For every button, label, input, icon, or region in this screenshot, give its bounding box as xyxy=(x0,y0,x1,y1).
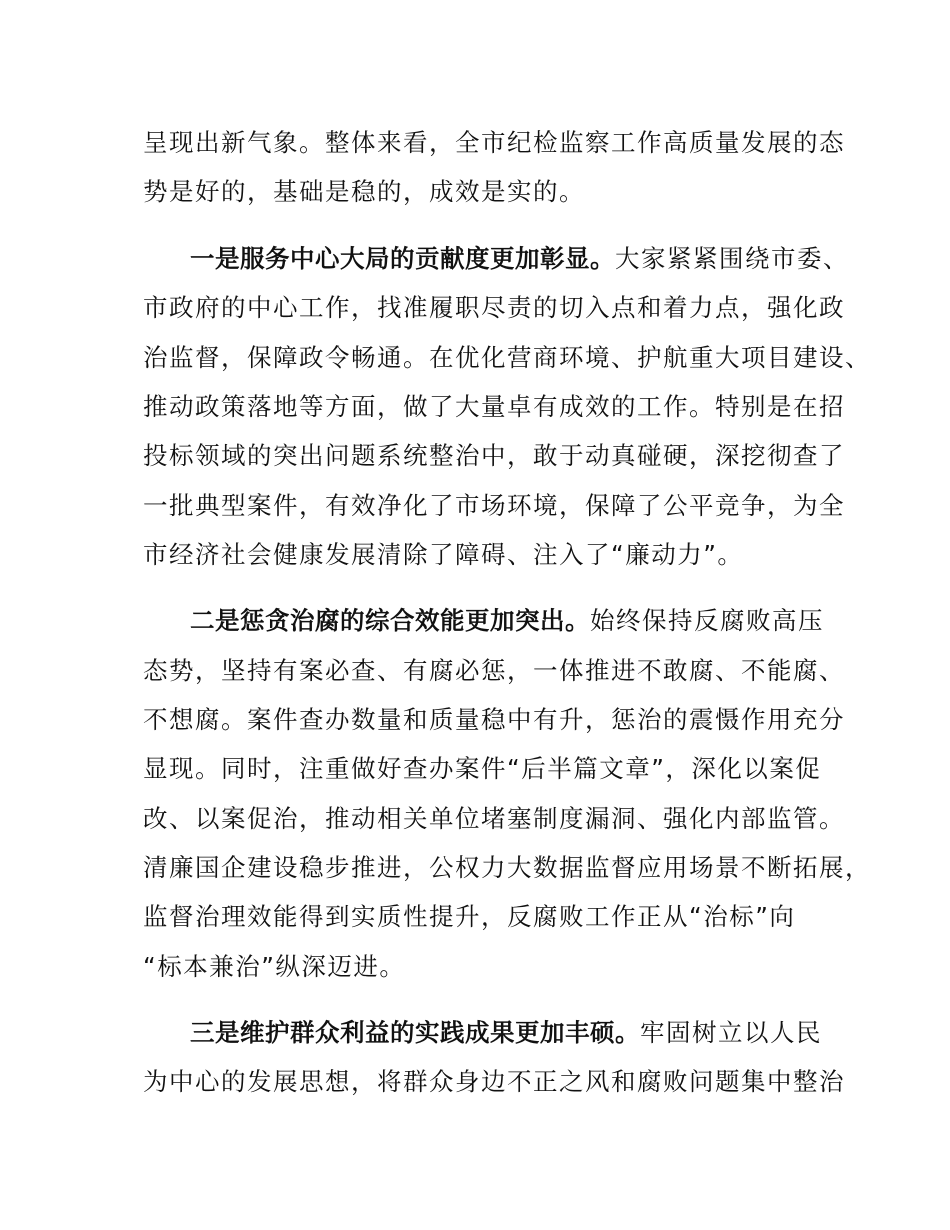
paragraph-1-text: 大家紧紧围绕市委、 xyxy=(615,244,849,273)
text-line: “标本兼治”纵深迈进。 xyxy=(143,952,406,981)
text-line: 投标领域的突出问题系统整治中，敢于动真碰硬，深挖彻查了 xyxy=(143,441,845,470)
text-line: 改、以案促治，推动相关单位堵塞制度漏洞、强化内部监管。 xyxy=(143,804,845,833)
text-line: 势是好的，基础是稳的，成效是实的。 xyxy=(143,177,585,206)
text-line: 监督治理效能得到实质性提升，反腐败工作正从“治标”向 xyxy=(143,902,796,931)
text-line: 为中心的发展思想，将群众身边不正之风和腐败问题集中整治 xyxy=(143,1067,845,1096)
text-line: 显现。同时，注重做好查办案件“后半篇文章”，深化以案促 xyxy=(143,754,822,783)
paragraph-1-first-line xyxy=(190,241,849,277)
text-line: 呈现出新气象。整体来看，全市纪检监察工作高质量发展的态 xyxy=(143,128,845,157)
paragraph-1-heading: 一是服务中心大局的贡献度更加彰显。 xyxy=(190,244,615,273)
text-line: 治监督，保障政令畅通。在优化营商环境、护航重大项目建设、 xyxy=(143,343,871,372)
text-line: 一批典型案件，有效净化了市场环境，保障了公平竞争，为全 xyxy=(143,491,845,520)
paragraph-2-text: 始终保持反腐败高压 xyxy=(590,606,824,635)
text-line: 推动政策落地等方面，做了大量卓有成效的工作。特别是在招 xyxy=(143,392,845,421)
text-line: 市经济社会健康发展清除了障碍、注入了“廉动力”。 xyxy=(143,540,744,569)
paragraph-3-first-line xyxy=(190,1015,822,1051)
paragraph-2-first-line xyxy=(190,603,824,639)
paragraph-3-heading: 三是维护群众利益的实践成果更加丰硕。 xyxy=(190,1018,640,1047)
text-line: 态势，坚持有案必查、有腐必惩，一体推进不敢腐、不能腐、 xyxy=(143,656,845,685)
paragraph-2-heading: 二是惩贪治腐的综合效能更加突出。 xyxy=(190,606,590,635)
paragraph-3-text: 牢固树立以人民 xyxy=(640,1018,822,1047)
text-line: 市政府的中心工作，找准履职尽责的切入点和着力点，强化政 xyxy=(143,293,845,322)
text-line: 清廉国企建设稳步推进，公权力大数据监督应用场景不断拓展， xyxy=(143,853,871,882)
text-line: 不想腐。案件查办数量和质量稳中有升，惩治的震慑作用充分 xyxy=(143,705,845,734)
